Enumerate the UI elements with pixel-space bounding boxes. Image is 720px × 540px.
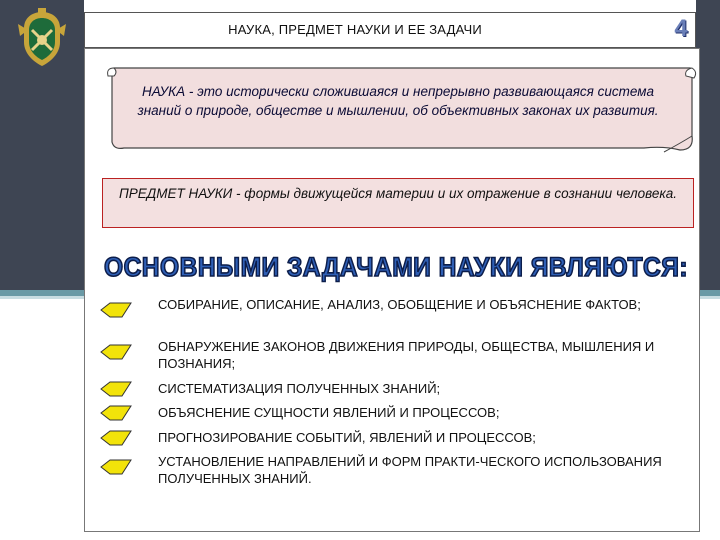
tasks-heading: [96, 248, 696, 284]
diamond-bullet-icon: [100, 344, 132, 360]
title-bar: [84, 12, 696, 48]
diamond-bullet-icon: [100, 302, 132, 318]
page-title: НАУКА, ПРЕДМЕТ НАУКИ И ЕЕ ЗАДАЧИ: [228, 22, 482, 37]
task-text: УСТАНОВЛЕНИЕ НАПРАВЛЕНИЙ И ФОРМ ПРАКТИ-ЧЕСКОГО ИСПОЛЬЗОВАНИЯ ПОЛУЧЕННЫХ ЗНАНИЙ.: [158, 454, 662, 486]
task-text: СИСТЕМАТИЗАЦИЯ ПОЛУЧЕННЫХ ЗНАНИЙ;: [158, 381, 441, 396]
page-number: 4: [674, 15, 688, 42]
diamond-bullet-icon: [100, 459, 132, 475]
science-definition: НАУКА - это исторически сложившаяся и непрерывно развивающаяся система знаний о природе, обществе и мышлении, об объективных законах их развития.: [137, 84, 659, 118]
subject-definition: ПРЕДМЕТ НАУКИ - формы движущейся материи и их отражение в сознании человека.: [118, 186, 678, 201]
task-text: ОБНАРУЖЕНИЕ ЗАКОНОВ ДВИЖЕНИЯ ПРИРОДЫ, ОБЩЕСТВА, МЫШЛЕНИЯ И ПОЗНАНИЯ;: [158, 339, 655, 371]
diamond-bullet-icon: [100, 381, 132, 397]
task-text: ОБЪЯСНЕНИЕ СУЩНОСТИ ЯВЛЕНИЙ И ПРОЦЕССОВ;: [158, 405, 500, 420]
diamond-bullet-icon: [100, 405, 132, 421]
diamond-bullet-icon: [100, 430, 132, 446]
task-text: ПРОГНОЗИРОВАНИЕ СОБЫТИЙ, ЯВЛЕНИЙ И ПРОЦЕССОВ;: [158, 430, 536, 445]
coat-of-arms-icon: [14, 8, 70, 68]
subject-box: [102, 178, 694, 228]
task-text: СОБИРАНИЕ, ОПИСАНИЕ, АНАЛИЗ, ОБОБЩЕНИЕ И ОБЪЯСНЕНИЕ ФАКТОВ;: [158, 297, 641, 312]
tasks-heading-text: ОСНОВНЫМИ ЗАДАЧАМИ НАУКИ ЯВЛЯЮТСЯ:: [104, 252, 688, 282]
